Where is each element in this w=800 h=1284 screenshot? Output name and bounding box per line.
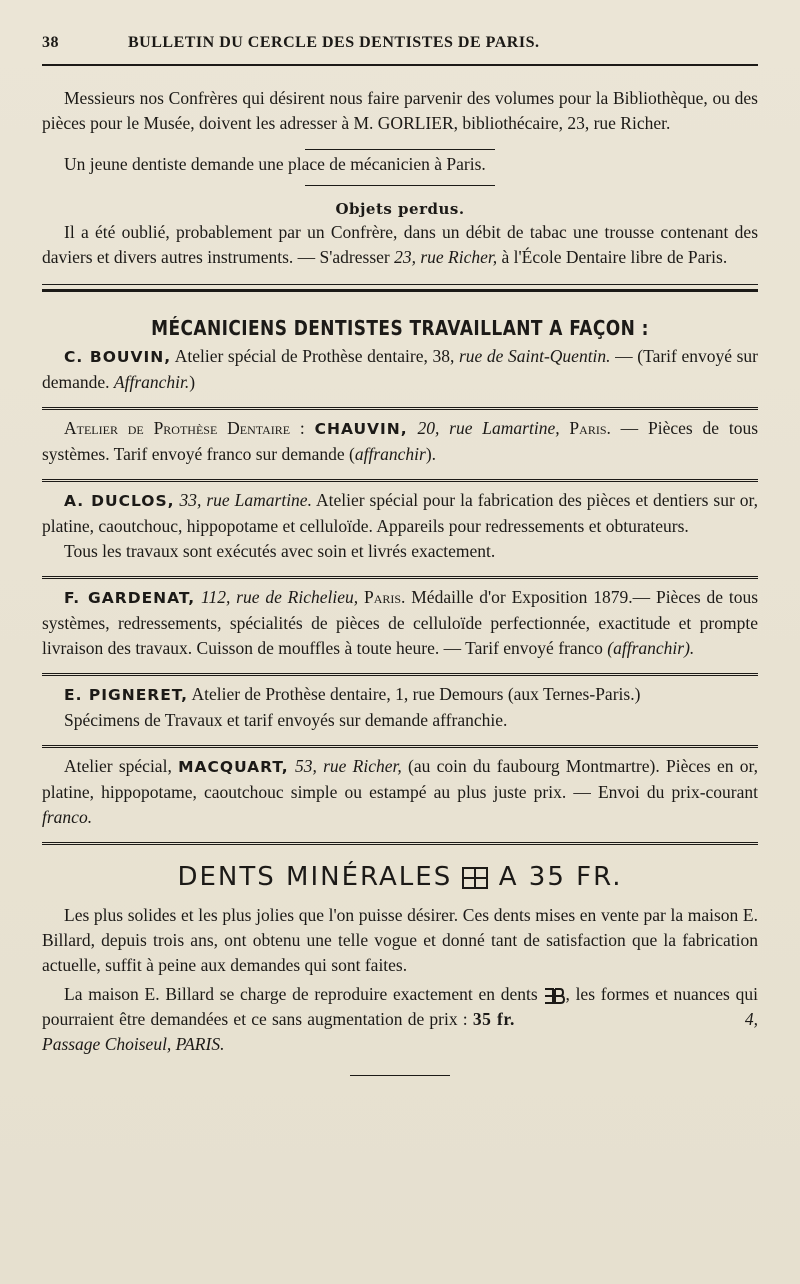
- eb-monogram-icon: [462, 867, 488, 889]
- job-notice: Un jeune dentiste demande une place de mécanicien à Paris.: [64, 154, 486, 174]
- eb-monogram-icon: [543, 987, 565, 1005]
- section-rule: [42, 284, 758, 292]
- lost-objects-text: Il a été oublié, probablement par un Confrère, dans un débit de tabac une trousse contenant des daviers et divers autres instruments. — S'adresser 23, rue Richer, à l'École Dentaire libre de Paris.: [42, 222, 758, 267]
- pigneret-listing-note: Spécimens de Travaux et tarif envoyés sur demande affranchie.: [64, 710, 508, 730]
- chauvin-listing: Atelier de Prothèse Dentaire : CHAUVIN, 20, rue Lamartine, Paris. — Pièces de tous systèmes. Tarif envoyé franco sur demande (affranchir).: [42, 418, 759, 464]
- bulletin-title: BULLETIN DU CERCLE DES DENTISTES DE PARIS.: [128, 34, 540, 51]
- gardenat-listing: F. GARDENAT, 112, rue de Richelieu, Paris. Médaille d'or Exposition 1879.— Pièces de tous systèmes, redressements, spécialités de pièces de celluloïde perfectionnée, exactitude et prompte livraison des travaux. Cuisson de mouffles à toute heure. — Tarif envoyé franco (affranchir).: [42, 587, 759, 658]
- running-header: [42, 34, 758, 64]
- closing-rule: [350, 1075, 450, 1076]
- dents-reproduction: La maison E. Billard se charge de reproduire exactement en dents , les formes et nuances qui pourraient être demandées et ce sans augmentation de prix : 35 fr. 4, Passage Choiseul, PARIS.: [42, 984, 758, 1054]
- bouvin-listing: C. BOUVIN, Atelier spécial de Prothèse dentaire, 38, rue de Saint-Quentin. — (Tarif envoyé sur demande. Affranchir.): [42, 346, 758, 392]
- pigneret-listing: E. PIGNERET, Atelier de Prothèse dentaire, 1, rue Demours (aux Ternes-Paris.): [64, 684, 641, 704]
- dents-minerales-title: DENTS MINÉRALES A 35 FR.: [177, 862, 623, 892]
- duclos-listing: A. DUCLOS, 33, rue Lamartine. Atelier spécial pour la fabrication des pièces et dentiers sur or, platine, caoutchouc, hippopotame et celluloïde. Appareils pour redressements et obturateurs.: [42, 490, 759, 536]
- lost-objects-title: Objets perdus.: [335, 200, 465, 218]
- page-number: 38: [42, 34, 59, 51]
- mechanics-section-title: MÉCANICIENS DENTISTES TRAVAILLANT A FAÇON :: [151, 316, 649, 340]
- dents-description: Les plus solides et les plus jolies que l'on puisse désirer. Ces dents mises en vente par la maison E. Billard, depuis trois ans, ont obtenu une telle vogue et donné tant de satisfaction que la fabrication actuelle, suffit à peine aux demandes qui sont faites.: [42, 905, 758, 975]
- library-notice: Messieurs nos Confrères qui désirent nous faire parvenir des volumes pour la Bibliothèque, ou des pièces pour le Musée, doivent les adresser à M. GORLIER, bibliothécaire, 23, rue Richer.: [42, 88, 758, 133]
- duclos-listing-note: Tous les travaux sont exécutés avec soin et livrés exactement.: [64, 541, 496, 561]
- macquart-listing: Atelier spécial, MACQUART, 53, rue Richer, (au coin du faubourg Montmartre). Pièces en or, platine, hippopotame, caoutchouc simple ou estampé au plus juste prix. — Envoi du prix-courant franco.: [42, 756, 758, 827]
